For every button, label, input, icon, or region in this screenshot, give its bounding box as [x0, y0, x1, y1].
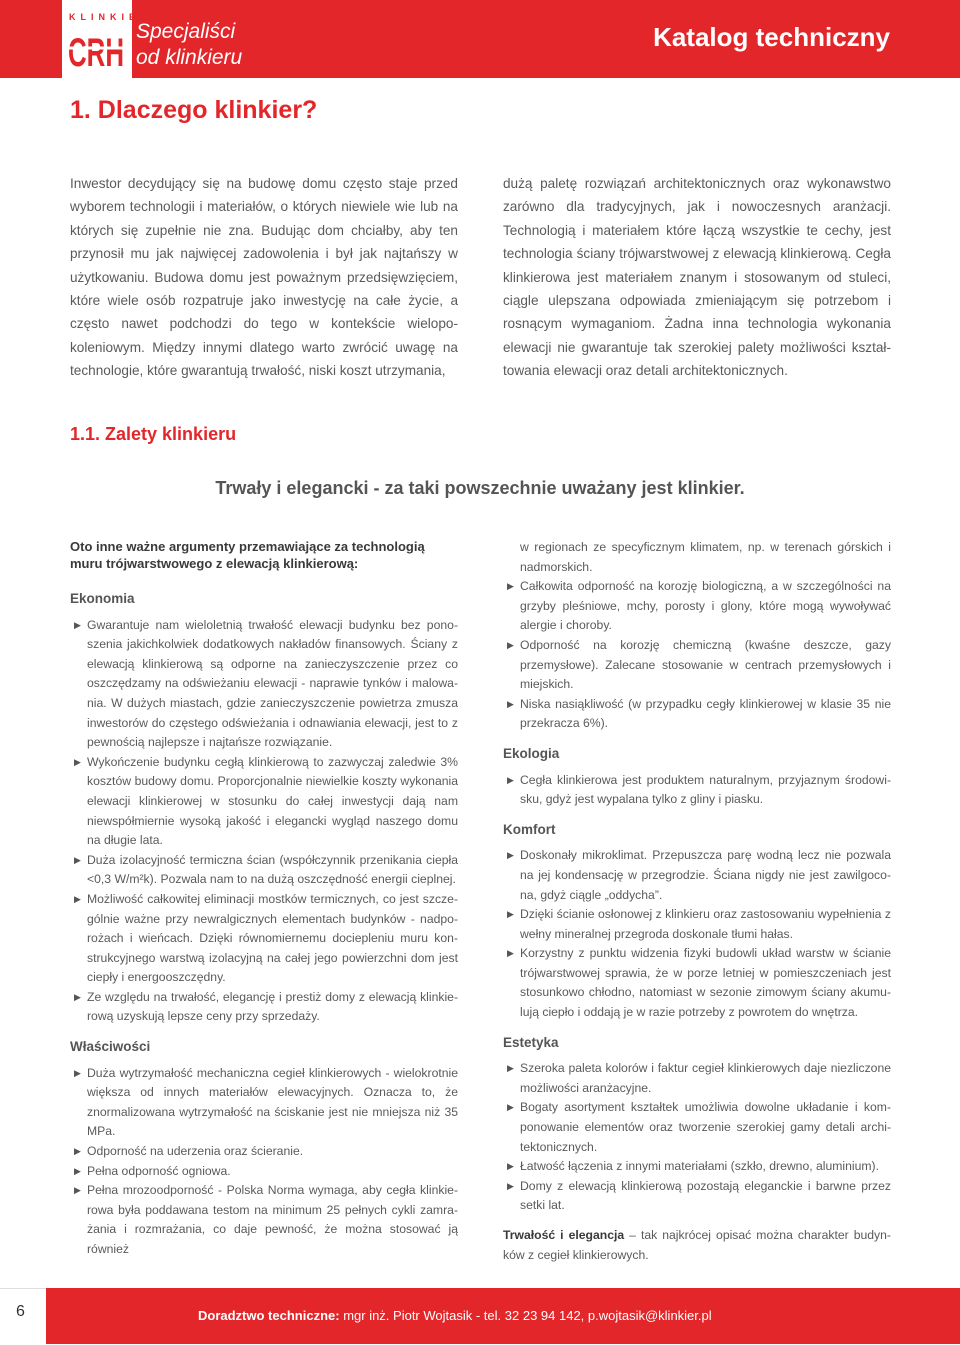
list-item: ▶ Duża wytrzymałość mechaniczna cegieł klinkierowych - wielokrotnie większa od innych materiałów elewacyjnych. Oznacza to, że znormalizowana wytrzymałość na ściskanie jest nie mniejsza niż 35 MPa. [74, 1065, 458, 1139]
list-ekologia [503, 771, 891, 810]
brand-line-1: Specjaliści [136, 20, 236, 43]
list-item: ▶ Pełna odporność ogniowa. [70, 1162, 458, 1182]
bullet-arrow-icon: ▶ [507, 1180, 514, 1191]
bullet-arrow-icon: ▶ [74, 1146, 81, 1157]
catalog-title: Katalog techniczny [653, 22, 890, 52]
list-item: ▶ Odporność na korozję chemiczną (kwaśne deszcze, gazy przemysłowe). Zalecane stosowanie w centrach przemysłowych i miejskich. [507, 637, 891, 692]
heading-estetyka: Estetyka [503, 1034, 559, 1050]
bullet-arrow-icon: ▶ [507, 1102, 514, 1113]
bullet-arrow-icon: ▶ [74, 893, 81, 904]
list-item: ▶ Gwarantuje nam wieloletnią trwałość elewacji budynku bez ponoszenia jakichkolwiek dodatkowych nakładów finansowych. Ściany z elewacją klinkierową są odporne na zanieczyszczenie przez co oszczędzamy na odświeżaniu elewacji - naprawie tynków i malowania. W dużych miastach, gdzie zanieczyszczenie powietrza zmusza inwestorów do częstego odświeżania i odnawiania elewacji, jest to z pewnością najlepsze i najtańsze rozwiązanie. [74, 617, 458, 750]
list-estetyka [503, 1059, 891, 1216]
closing-paragraph [503, 1226, 891, 1265]
bullet-arrow-icon: ▶ [74, 854, 81, 865]
svg-text:CRH: CRH [68, 31, 124, 75]
brand-small-text: KLINKIER [69, 12, 152, 22]
list-item: ▶ Domy z elewacją klinkierową pozostają eleganckie i barwne przez setki lat. [507, 1178, 891, 1213]
list-item: ▶ Dzięki ścianie osłonowej z klinkieru oraz zastosowaniu wypełnienia z wełny mineralnej przegroda doskonale tłumi hałas. [507, 907, 891, 941]
bullet-arrow-icon: ▶ [507, 774, 514, 785]
list-item: ▶ Duża izolacyjność termiczna ścian (współczynnik przenikania ciepła <0,3 W/m²k). Pozwala nam to na dużą oszczędność energii cieplnej. [74, 852, 458, 887]
list-item: ▶ Wykończenie budynku cegłą klinkierową to zazwyczaj zaledwie 3% kosztów budowy domu. Proporcjonalnie niewielkie koszty wykonania elewacji klinkierowej w stosunku do całej inwestycji dają nam niewspółmiernie wysoką jakość i elegancki wygląd naszego domu na długie lata. [74, 754, 458, 848]
crh-logo-icon [66, 24, 126, 75]
list-item: ▶ Niska nasiąkliwość (w przypadku cegły klinkierowej w klasie 35 nie przekracza 6%). [507, 696, 891, 731]
continued-text: w regionach ze specyficznym klimatem, np. w terenach górskich i nadmorskich. [520, 540, 891, 574]
list-wlasciwosci [70, 1064, 458, 1260]
bullet-arrow-icon: ▶ [507, 698, 514, 709]
list-item: ▶ Korzystny z punktu widzenia fizyki budowli układ warstw w ścianie trójwarstwowej sprawia, że w porze letniej w pomieszczeniach jest stosunkowo chłodno, natomiast w sezonie zimowym ściany akumulują ciepło i oddają je w razie potrzeby z powrotem do wnętrza. [507, 946, 891, 1020]
heading-ekonomia: Ekonomia [70, 591, 135, 606]
page-footer [0, 1288, 960, 1344]
footer-contact-label: Doradztwo techniczne: [198, 1308, 340, 1323]
bullet-arrow-icon: ▶ [507, 581, 514, 592]
bullet-arrow-icon: ▶ [507, 850, 514, 861]
section-title: 1. Dlaczego klinkier? [70, 96, 318, 124]
bullet-arrow-icon: ▶ [507, 639, 514, 650]
footer-contact [198, 1308, 712, 1323]
list-item: ▶ Odporność na uderzenia oraz ścieranie. [70, 1142, 458, 1162]
intro-right-column: dużą paletę rozwiązań architektonicznych oraz wykonawstwo zarówno dla tradycyjnych, jak i nowoczesnych aranżacji. Technologią i materiałem które łączą wszystkie te cechy, jest technologia ściany trójwarstwowej z elewacją klinkierową. Cegła klinkierowa jest materiałem znanym i stosowanym od stuleci, ciągle ulepszana odpowiada zmieniającym się potrzebom i rosnącym wymaganiom. Żadna inna technologia wykonania elewacji nie gwarantuje tak szerokiej palety możliwości kształtowania elewacji oraz detali architektonicznych. [503, 176, 891, 379]
intro-left-column: Inwestor decydujący się na budowę domu często staje przed wyborem technologii i materiałów, o których niewiele wie lub na których się zupełnie nie zna. Budując dom chciałby, aby ten przynosił mu jak najwięcej zadowolenia i był jak najtańszy w użytkowaniu. Budowa domu jest poważnym przedsięwzięciem, które wiele osób rozpatruje jako inwestycję na całe życie, a często nawet podchodzi do tego w kontekście wielopokoleniowym. Między innymi dlatego warto zwrócić uwagę na technologie, które gwarantują trwałość, niski koszt utrzymania, [70, 176, 458, 379]
list-ekonomia [70, 616, 458, 1027]
subsection-title: 1.1. Zalety klinkieru [70, 424, 237, 444]
list-item: ▶ Cegła klinkierowa jest produktem naturalnym, przyjaznym środowisku, gdyż jest wypalana tylko z gliny i piasku. [507, 772, 891, 807]
left-column [70, 538, 458, 1270]
closing-bold: Trwałość i elegancja [503, 1228, 625, 1242]
page-header [0, 0, 960, 78]
list-item: ▶ Łatwość łączenia z innymi materiałami (szkło, drewno, aluminium). [503, 1157, 891, 1177]
bullet-arrow-icon: ▶ [74, 619, 81, 630]
tagline: Trwały i elegancki - za taki powszechnie uważany jest klinkier. [215, 478, 745, 498]
list-item: ▶ Możliwość całkowitej eliminacji mostków termicznych, co jest szczególnie ważne przy newralgicznych elementach budynków - nadporożach i wieńcach. Dzięki równomiernemu dociepleniu muru konstrukcyjnego warstwą izolacyjną na całej jego powierzchni dom jest ciepły i energooszczędny. [74, 891, 458, 985]
bullet-arrow-icon: ▶ [507, 1063, 514, 1074]
heading-ekologia: Ekologia [503, 745, 560, 761]
bullet-arrow-icon: ▶ [74, 1165, 81, 1176]
page-number: 6 [16, 1303, 25, 1320]
list-item: ▶ Doskonały mikroklimat. Przepuszcza parę wodną lecz nie pozwala na jej kondensację w przegrodzie. Ściana nigdy nie jest zawilgocona, gdyż ciągle „oddycha”. [507, 848, 891, 902]
list-item: ▶ Całkowita odporność na korozję biologiczną, a w szczególności na grzyby pleśniowe, mchy, porosty i glony, które mogą wywoływać alergie i choroby. [507, 579, 891, 633]
list-item: ▶ Pełna mrozoodporność - Polska Norma wymaga, aby cegła klinkierowa była poddawana testom na minimum 25 pełnych cykli zamrażania i rozmrażania, co daje pewność, że można stosować ją również [74, 1183, 458, 1256]
heading-wlasciwosci: Właściwości [70, 1039, 151, 1055]
list-komfort [503, 846, 891, 1022]
brand-logo [66, 12, 276, 75]
bullet-arrow-icon: ▶ [74, 756, 81, 767]
brand-line-2: od klinkieru [136, 46, 243, 69]
closing-rest: – tak najkrócej opisać można charakter budynków z cegieł klinkierowych. [503, 1228, 891, 1262]
page-number-box [0, 1288, 46, 1345]
bullet-arrow-icon: ▶ [507, 1161, 514, 1172]
bullet-arrow-icon: ▶ [74, 991, 81, 1002]
right-column [503, 538, 891, 1265]
bullet-arrow-icon: ▶ [507, 909, 514, 920]
footer-contact-details: mgr inż. Piotr Wojtasik - tel. 32 23 94 142, p.wojtasik@klinkier.pl [339, 1308, 712, 1323]
list-item: ▶ Ze względu na trwałość, elegancję i prestiż domy z elewacją klinkierową uzyskują lepsze ceny przy sprzedaży. [74, 989, 458, 1024]
bullet-arrow-icon: ▶ [507, 948, 514, 959]
bullet-arrow-icon: ▶ [74, 1185, 81, 1196]
bullet-arrow-icon: ▶ [74, 1067, 81, 1078]
list-wlasciwosci-continued [503, 577, 891, 734]
list-item: ▶ Bogaty asortyment kształtek umożliwia dowolne układanie i komponowanie elementów oraz tworzenie szerokiej gamy detali architektonicznych. [507, 1100, 891, 1154]
list-item: ▶ Szeroka paleta kolorów i faktur cegieł klinkierowych daje niezliczone możliwości aranżacyjne. [507, 1061, 891, 1095]
lead-paragraph: Oto inne ważne argumenty przemawiające za technologią muru trójwarstwowego z elewacją klinkierową: [70, 539, 425, 571]
heading-komfort: Komfort [503, 821, 556, 837]
